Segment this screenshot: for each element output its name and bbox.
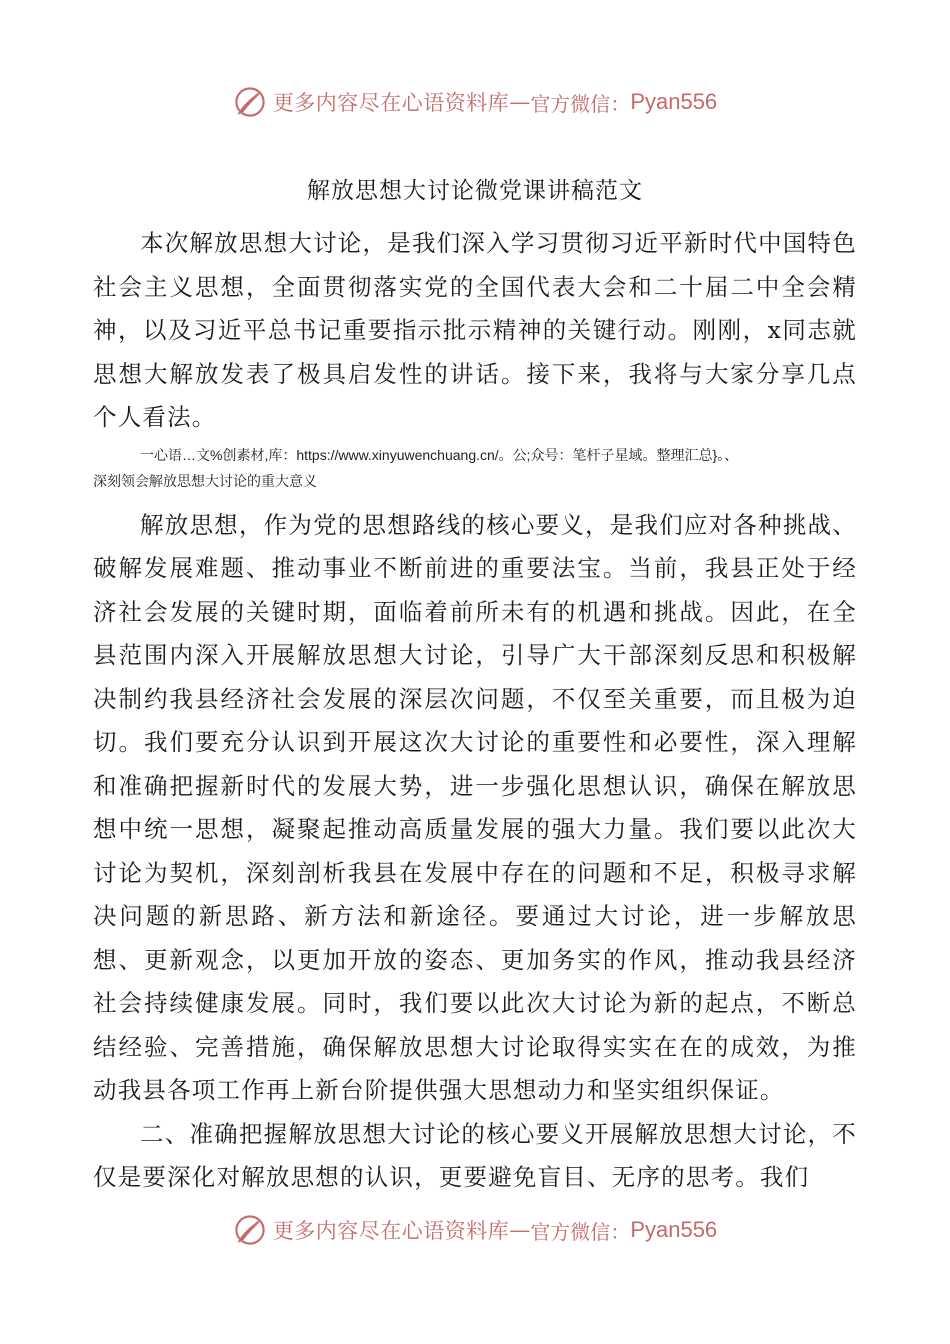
footer-banner: [0, 1210, 950, 1250]
banner-wechat-id: Pyan556: [630, 89, 718, 114]
document-title: 解放思想大讨论微党课讲稿范文: [307, 178, 643, 204]
banner-wechat-id: Pyan556: [630, 1217, 718, 1242]
banner-label: 官方微信：: [530, 91, 631, 116]
source-note: 一心语…文%创素材,库：https://www.xinyuwenchuang.cn/。公;众号：笔杆子星域。整理汇总}。、: [140, 446, 739, 463]
banner-text: 更多内容尽在心语资料库: [272, 91, 510, 115]
header-banner: [0, 82, 950, 122]
paragraph-significance: 解放思想，作为党的思想路线的核心要义，是我们应对各种挑战、破解发展难题、推动事业不断前进的重要法宝。当前，我县正处于经济社会发展的关键时期，面临着前所未有的机遇和挑战。因此，在全县范围内深入开展解放思想大讨论，引导广大干部深刻反思和积极解决制约我县经济社会发展的深层次问题，不仅至关重要，而且极为迫切。我们要充分认识到开展这次大讨论的重要性和必要性，深入理解和准确把握新时代的发展大势，进一步强化思想认识，确保在解放思想中统一思想，凝聚起推动高质量发展的强大力量。我们要以此次大讨论为契机，深刻剖析我县在发展中存在的问题和不足，积极寻求解决问题的新思路、新方法和新途径。要通过大讨论，进一步解放思想、更新观念，以更加开放的姿态、更加务实的作风，推动我县经济社会持续健康发展。同时，我们要以此次大讨论为新的起点，不断总结经验、完善措施，确保解放思想大讨论取得实实在在的成效，为推动我县各项工作再上新台阶提供强大思想动力和坚实组织保证。: [93, 510, 857, 1104]
banner-label: 官方微信：: [530, 1219, 631, 1244]
pen-logo-icon: [233, 85, 267, 119]
section-heading: 深刻领会解放思想大讨论的重大意义: [93, 472, 317, 489]
banner-separator: —: [509, 1218, 531, 1242]
banner-text: 更多内容尽在心语资料库: [272, 1219, 510, 1243]
banner-separator: —: [509, 90, 531, 114]
document-body: [93, 222, 857, 1200]
paragraph-intro: 本次解放思想大讨论，是我们深入学习贯彻习近平新时代中国特色社会主义思想，全面贯彻落实党的全国代表大会和二十届二中全会精神，以及习近平总书记重要指示批示精神的关键行动。刚刚，x同志就思想大解放发表了极具启发性的讲话。接下来，我将与大家分享几点个人看法。: [93, 229, 857, 431]
paragraph-core-meaning: 二、准确把握解放思想大讨论的核心要义开展解放思想大讨论，不仅是要深化对解放思想的认识，更要避免盲目、无序的思考。我们: [93, 1119, 857, 1191]
pen-logo-icon: [233, 1213, 267, 1247]
